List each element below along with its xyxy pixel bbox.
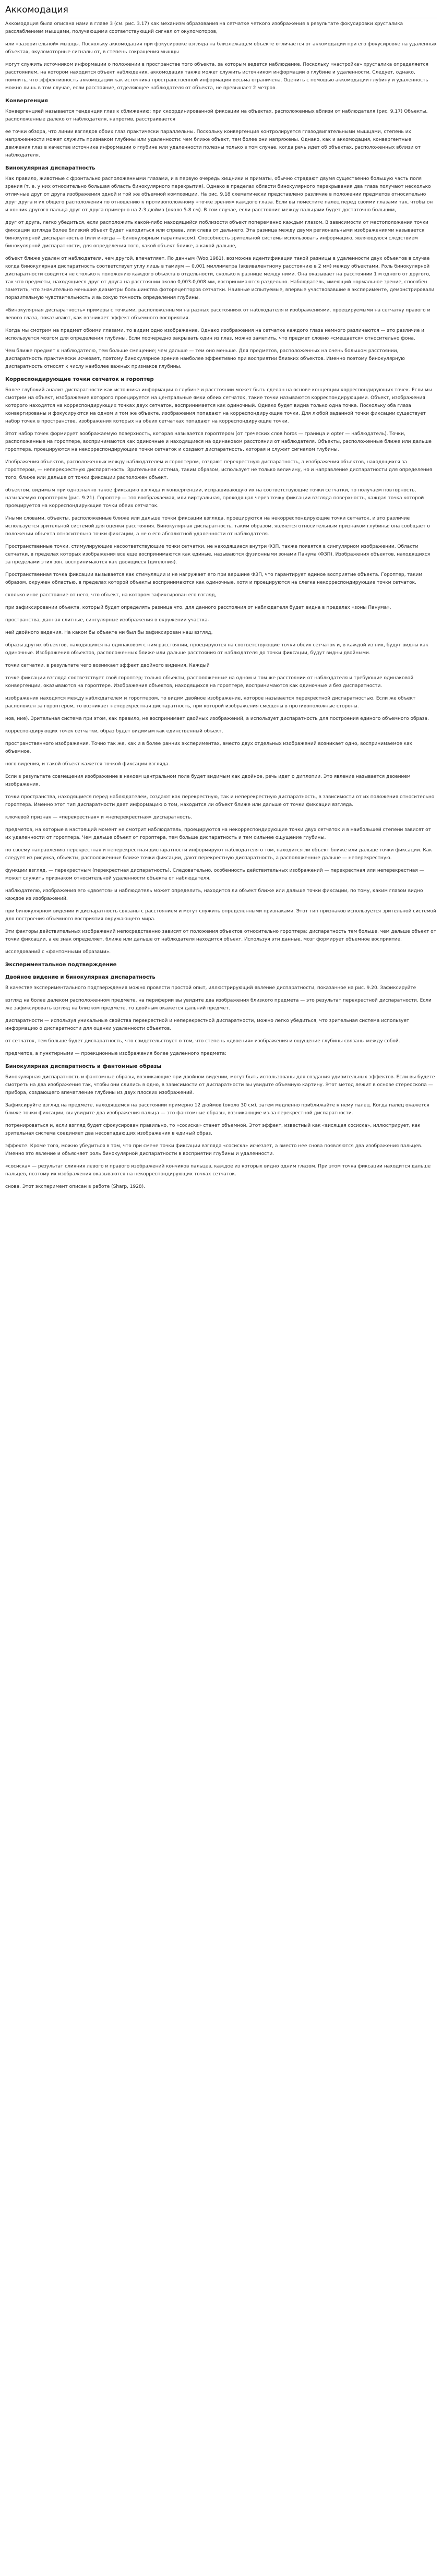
- paragraph: функции взгляд. — перекрестным (перекрестная диспаратность). Следовательно, особенность действительных изображений — перекрестная или неперекрестная — может служить признаком относительной удаленности объекта от наблюдателя.: [5, 868, 424, 881]
- page-title: Аккомодация: [5, 4, 437, 18]
- paragraph: Более глубокий анализ диспаратности как источника информации о глубине и расстоянии может быть сделан на основе концепции корреспондирующих точек. Если мы смотрим на объект, изображение которого проецируется на центральные ямки обеих сетчаток, такие точки называются корреспондирующими. Объект, изображения которого находятся на корреспондирующих точках двух сетчаток, воспринимается как одиночный. Однако будет видна только одна точка. Поскольку оба глаза конвергированы и фокусируются на одном и том же объекте, изображения попадают на корреспондирующие точки. Для любой заданной точки фиксации существует набор точек в пространстве, изображения которых на обеих сетчатках попадают на корреспондирующие точки.: [5, 388, 432, 424]
- paragraph: исследований с «фантомными образами».: [5, 949, 111, 955]
- paragraph: Если в результате совмещения изображение в некоем центральном поле будет видимым как двойное, речь идет о диплопии. Это явление называется двоением изображения.: [5, 774, 411, 787]
- paragraph: сколько иное расстояние от него, что объект, на котором зафиксирован его взгляд,: [5, 593, 217, 598]
- paragraph: от сетчаток, тем больше будет диспаратность, что свидетельствует о том, что степень «двоения» изображения и ощущение глубины связаны между собой.: [5, 1039, 400, 1044]
- section-heading: Бинокулярная диспаратность и фантомные образы: [5, 1064, 162, 1069]
- paragraph: Конвергенцией называется тенденция глаз к сближению: при скоординированной фиксации на объектах, расположенных вблизи от наблюдателя (рис. 9.17) Объекты, расположенные далеко от наблюдателя, напротив, расстраивается: [5, 109, 428, 122]
- paragraph: эффекте. Кроме того, можно убедиться в том, что при смене точки фиксации взгляда «сосиска» исчезает, а вместо нее снова появляются два изображения пальцев. Именно это явление и объясняет роль бинокулярной диспаратности в восприятии глубины и удаленности.: [5, 1143, 423, 1157]
- paragraph: пространственного изображения. Точно так же, как и в более ранних экспериментах, вместо двух отдельных изображений возникает одно, воспринимаемое как объемное.: [5, 741, 413, 754]
- paragraph: потренироваться и, если взгляд будет сфокусирован правильно, то «сосиска» станет объемной. Этот эффект, известный как «висящая сосиска», иллюстрирует, как зрительная система соединяет два несовпадающих изображения в единый образ.: [5, 1123, 421, 1136]
- paragraph: по своему направлению перекрестная и неперекрестная диспаратности информируют наблюдателя о том, находится ли объект ближе или дальше точки фиксации. Как следует из рисунка, объекты, расположенные ближе точки фиксации, дают перекрестную диспаратность, а расположенные дальше — неперекрестную.: [5, 848, 432, 861]
- paragraph: ее точки обзора, что линии взглядов обоих глаз практически параллельны. Поскольку конвергенция контролируется глазодвигательными мышцами, степень их напряженности может служить признаком глубины или удаленности: чем ближе объект, тем более они напряжены. Однако, как и аккомодация, конвергентные движения глаз в качестве источника информации о глубине или удаленности полезны только в том случае, когда речь идет об объектах, расположенных вблизи от наблюдателя.: [5, 129, 421, 158]
- section-heading: Бинокулярная диспаратность: [5, 165, 95, 171]
- paragraph: «Бинокулярная диспаратность» примеры с точками, расположенными на разных расстояниях от наблюдателя и изображениями, проецируемыми на сетчатку правого и левого глаза, показывают, как возникает эффект объемного восприятия.: [5, 308, 431, 321]
- paragraph: объектом, видимым при однозначно такое фиксацию взгляда и конвергенции, испрашивающую их на соответствующие точки сетчатки, то получаем повторность, называемую гороптером (рис. 9.21). Гороптер — это воображаемая, или виртуальная, проходящая через точку фиксации взгляда поверхность, каждая точка которой проецируется на корреспондирующие точки обеих сетчаток.: [5, 488, 424, 509]
- paragraph: изображения находятся между наблюдателем и гороптером, то видим двойное изображение, которое называется перекрестной диспаратностью. Если же объект расположен за гороптером, то возникает неперекрестная диспаратность, при которой изображения смещены в противоположные стороны.: [5, 696, 416, 709]
- paragraph: предметов, а пунктирными — проекционные изображения более удаленного предмета:: [5, 1051, 226, 1056]
- paragraph: Бинокулярная диспаратность и фантомные образы, возникающие при двойном видении, могут быть использованы для создания удивительных эффектов. Если вы будете смотреть на два изображения так, чтобы они слились в одно, в зависимости от диспаратности вы увидите объемную картину. Этот метод лежит в основе стереоскопа — прибора, создающего впечатление глубины из двух плоских изображений.: [5, 1075, 435, 1096]
- paragraph: снова. Этот эксперимент описан в работе (Sharp, 1928).: [5, 1184, 146, 1189]
- paragraph: Пространственная точка фиксации вызывается как стимуляции и не нагружает его при вершине ФЗП, что гарантирует единое восприятие объекта. Гороптер, таким образом, окружен областью, в пределах которой объекты воспринимаются как одиночные, хотя и проецируются на слегка некорреспондирующие точки сетчаток.: [5, 572, 423, 585]
- paragraph: объект ближе удален от наблюдателя, чем другой, впечатляет. По данным (Woo,1981), возможна идентификация такой разницы в удаленности двух объектов в случае когда бинокулярная диспаратность соответствует углу лишь в тамиум — 0,001 миллиметра (эквивалентному расстоянию в 2 мм) между объектами. Роль бинокулярной диспаратности сводится не столько к положению каждого объекта в отдельности, сколько к разнице между ними. Она оказывает на расстоянии 1 м одного от другого, так что предметы, находящиеся друг от друга на расстоянии около 0,003-0,008 мм, воспринимаются раздельно. Наблюдатель, имеющий нормальное зрение, способен заметить, что значительно меньшие диаметры большинства фоторецепторов сетчатки. Наивные испытуемые, впервые участвовавшие в эксперименте, демонстрировали поразительную чувствительность и высокую точность определения глубины.: [5, 256, 435, 300]
- paragraph: образы других объектов, находящихся на одинаковом с ним расстоянии, проецируются на соответствующие точки обеих сетчаток и, в каждой из них, будут видны как одиночные. Изображения объектов, расположенных ближе или дальше расстояния от наблюдателя до точки фиксации, будут видны двойными.: [5, 643, 428, 656]
- paragraph: Аккомодация была описана нами в главе 3 (см. рис. 3.17) как механизм образования на сетчатке четкого изображения в результате фокусировки хрусталика расслаблением мышцами, получающими соответствующий сигнал от окуломоторов,: [5, 21, 403, 34]
- paragraph: предметов, на которые в настоящий момент не смотрит наблюдатель, проецируются на некорреспондирующие точки двух сетчаток и в наибольшей степени зависят от их удаленности от гороптера. Чем дальше объект от гороптера, тем больше диспаратность и тем сильнее ощущение глубины.: [5, 827, 431, 840]
- document-body: [5, 4, 437, 1191]
- paragraph: В качестве экспериментального подтверждения можно провести простой опыт, иллюстрирующий явление диспаратности, показанное на рис. 9.20. Зафиксируйте: [5, 985, 416, 991]
- paragraph: Когда мы смотрим на предмет обоими глазами, то видим одно изображение. Однако изображения на сетчатке каждого глаза немного различаются — это различие и используется мозгом для определения глубины. Если поочередно закрывать один из глаз, можно заметить, что предмет словно «смещается» относительно фона.: [5, 328, 424, 341]
- paragraph: Изображения объектов, расположенных между наблюдателем и гороптером, создают перекрестную диспаратность, а изображения объектов, находящихся за гороптером, — неперекрестную диспаратность. Зрительная система, таким образом, использует не только величину, но и направление диспаратности для определения того, ближе или дальше от точки фиксации расположен объект.: [5, 460, 432, 480]
- paragraph: ного видения, и такой объект кажется точкой фиксации взгляда.: [5, 762, 170, 767]
- paragraph: друг от друга, легко убедиться, если расположить какой-либо находящийся поблизости объект попеременно каждым глазом. В зависимости от местоположения точки фиксации взгляда более близкий объект будет находиться или справа, или слева от дальнего. Эта разница между двумя региональными изображениями называется бинокулярной диспаратностью (или иногда — бинокулярным параллаксом). Способность зрительной системы использовать информацию, являющуюся следствием бинокулярной диспаратности, для определения того, какой объект ближе, а какой дальше,: [5, 220, 428, 249]
- paragraph: точки сетчатки, в результате чего возникает эффект двойного видения. Каждый: [5, 663, 210, 668]
- paragraph: точке фиксации взгляда соответствует свой гороптер; только объекты, расположенные на одном и том же расстоянии от наблюдателя и требующие одинаковой конвергенции, оказываются на гороптере. Изображения объектов, находящихся на гороптере, воспринимаются как одиночные и без диспаратности.: [5, 676, 414, 689]
- section-heading: Экспериментальное подтверждение: [5, 962, 117, 968]
- paragraph: корреспондирующих точек сетчатки, образ будет видимым как единственный объект,: [5, 729, 223, 734]
- paragraph: «сосиска» — результат слияния левого и правого изображений кончиков пальцев, каждое из которых видно одним глазом. При этом точка фиксации находится дальше пальцев, поэтому их изображения оказываются на некорреспондирующих точках сетчаток.: [5, 1164, 431, 1177]
- paragraph: точки пространства, находящиеся перед наблюдателем, создают как перекрестную, так и неперекрестную диспаратность, в зависимости от их положения относительно гороптера. Именно этот тип диспаратности дает информацию о том, находится ли объект ближе или дальше от точки фиксации взгляда.: [5, 795, 435, 808]
- paragraph: нов, ние). Зрительная система при этом, как правило, не воспринимает двойных изображений, а использует диспаратность для построения единого объемного образа.: [5, 716, 429, 721]
- paragraph: диспаратности — используя уникальные свойства перекрестной и неперекрестной диспаратности, можно легко убедиться, что зрительная система использует информацию о диспаратности для оценки удаленности объектов.: [5, 1018, 410, 1031]
- paragraph: ней двойного видения. На каком бы объекте ни был бы зафиксирован наш взгляд,: [5, 630, 213, 635]
- section-heading: Корреспондирующие точки сетчаток и гороптер: [5, 377, 154, 382]
- paragraph: Как правило, животные с фронтально расположенными глазами, и в первую очередь хищники и приматы, обычно страдают двумя существенно большую часть поля зрения (т. е. у них относительно большая область бинокулярного перекрытия). Однако в пределах области бинокулярного перекрывания два глаза получают несколько отличные друг от друга изображения одной и той же объемной композиции. На рис. 9.18 схематически представлено различие в положении предметов относительно друг друга и их общего расположения по отношению к противоположному «точке зрения» каждого глаза. Если вы поместите палец перед своими глазами так, чтобы он и кончик другого пальца друг от друга примерно на 2-3 дюйма (около 5-8 см). В том случае, если расстояние между пальцами будет достаточно большим,: [5, 176, 433, 213]
- paragraph: при зафиксировании объекта, который будет определять разница что, для данного расстояния от наблюдателя будет видна в пределах «зоны Панума»,: [5, 605, 391, 610]
- paragraph: наблюдателю, изображения его «двоятся» и наблюдатель может определить, находится ли объект ближе или дальше точки фиксации, по тому, каким глазом видно каждое из изображений.: [5, 888, 423, 901]
- paragraph: пространства, данная слитные, сингулярные изображения в окружении участка-: [5, 618, 209, 623]
- paragraph: Иными словами, объекты, расположенные ближе или дальше точки фиксации взгляда, проецируются на некорреспондирующие точки сетчаток, и это различие используется зрительной системой для оценки расстояния. Бинокулярная диспаратность, таким образом, является относительным признаком глубины: она сообщает о положении объекта относительно точки фиксации, а не о его абсолютной удаленности от наблюдателя.: [5, 516, 430, 537]
- section-heading: Двойное видение и бинокулярная диспаратность: [5, 974, 156, 980]
- paragraph: ключевой признак — «перекрестная» и «неперекрестная» диспаратность.: [5, 815, 193, 820]
- paragraph: или «зазорительной» мышцы. Поскольку аккомодация при фокусировке взгляда на близлежащем объекте отличается от аккомодации при его фокусировке на удаленных объектах, окуломоторные сигналы от, в степень сокращения мышцы: [5, 42, 437, 55]
- paragraph: Зафиксируйте взгляд на предмете, находящемся на расстоянии примерно 12 дюймов (около 30 см), затем медленно приближайте к нему палец. Когда палец окажется ближе точки фиксации, вы увидите два изображения пальца — это фантомные образы, возникающие из-за перекрестной диспаратности.: [5, 1103, 429, 1116]
- paragraph: Пространственные точки, стимулирующие несоответствующие точки сетчатки, не находящиеся внутри ФЗП, также появятся в сингулярном изображении. Области сетчатки, в пределах которых изображения все еще воспринимаются как единые, называются фузионными зонами Панума (ФЗП). Изображения объектов, находящихся за пределами этих зон, воспринимаются как двоящиеся (диплопия).: [5, 544, 431, 565]
- paragraph: Этот набор точек формирует воображаемую поверхность, которая называется гороптером (от греческих слов horos — граница и opter — наблюдатель). Точки, расположенные на гороптере, воспринимаются как одиночные и находящиеся на одинаковом расстоянии от наблюдателя. Объекты, расположенные ближе или дальше гороптера, проецируются на некорреспондирующие точки сетчаток и создают диспаратность, которая и служит сигналом глубины.: [5, 431, 432, 452]
- section-heading: Конвергенция: [5, 98, 48, 104]
- paragraph: при бинокулярном видении и диспаратность связаны с расстоянием и могут служить определенными признаками. Этот тип признаков используется зрительной системой для построения объемного восприятия окружающего мира.: [5, 909, 436, 922]
- paragraph: Чем ближе предмет к наблюдателю, тем больше смещение; чем дальше — тем оно меньше. Для предметов, расположенных на очень большом расстоянии, диспаратность практически исчезает, поэтому бинокулярное зрение наиболее эффективно при восприятии близких объектов. Именно поэтому бинокулярную диспаратность относят к числу наиболее важных признаков глубины.: [5, 348, 405, 369]
- paragraph: могут служить источником информации о положении в пространстве того объекта, за которым ведется наблюдение. Поскольку «настройка» хрусталика определяется расстоянием, на котором находится объект наблюдения, аккомодация также может служить источником информации о глубине и удаленности. Следует, однако, помнить, что эффективность аккомодации как источника пространственной информации весьма ограничена. Оценить с помощью аккомодации глубину и удаленность можно лишь в том случае, если расстояние, отделяющее наблюдателя от объекта, не превышает 2 метров.: [5, 62, 428, 91]
- paragraph: Эти факторы действительных изображений непосредственно зависят от положения объектов относительно гороптера: диспаратность тем больше, чем дальше объект от точки фиксации, а ее знак определяет, ближе или дальше от наблюдателя находится объект. Используя эти данные, мозг формирует объемное восприятие.: [5, 929, 436, 942]
- paragraph: взгляд на более далеком расположенном предмете, на периферии вы увидите два изображения близкого предмета — это результат перекрестной диспаратности. Если же зафиксировать взгляд на близком предмете, то двойным окажется дальний предмет.: [5, 998, 432, 1011]
